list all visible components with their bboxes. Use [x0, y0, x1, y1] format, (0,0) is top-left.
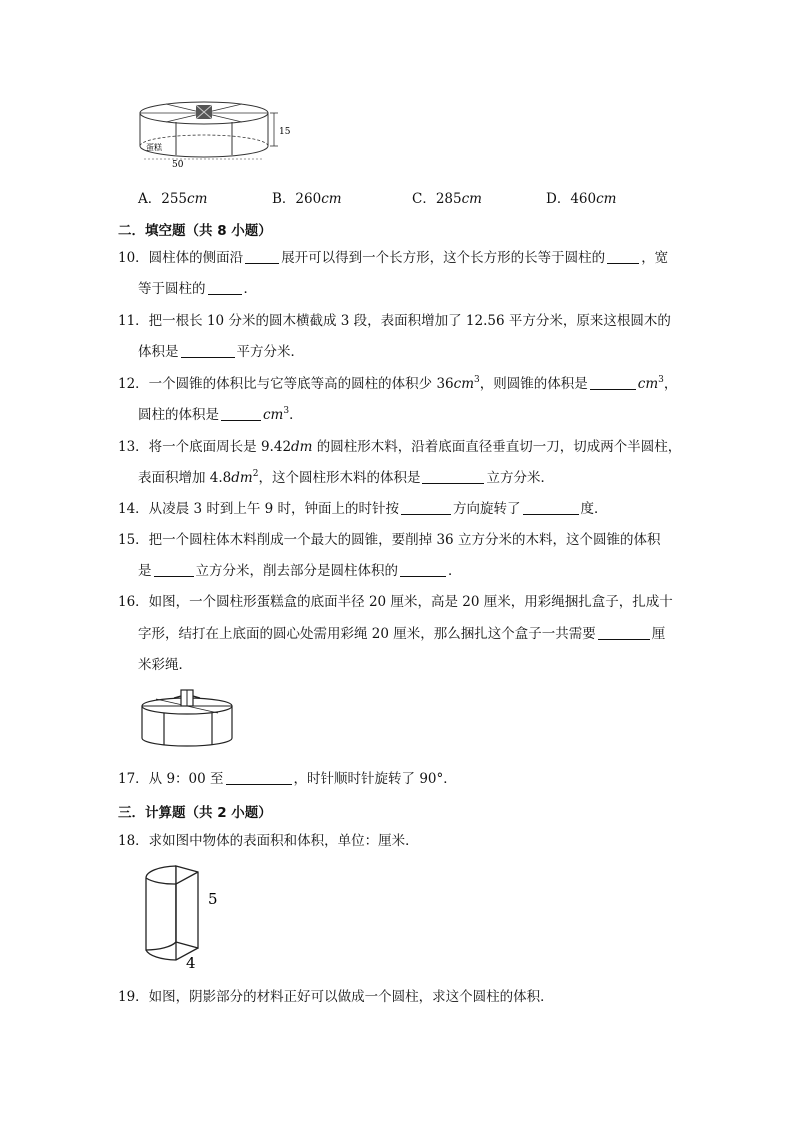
option-c: C．285cm: [412, 191, 482, 207]
width-label: 50: [172, 160, 184, 170]
width-label: 4: [186, 954, 196, 970]
option-a: A．255cm: [138, 191, 208, 207]
half-cylinder-figure: [136, 862, 236, 970]
question-16-line-3: 米彩绳．: [138, 657, 192, 673]
question-15-line-1: 15．把一个圆柱体木料削成一个最大的圆锥，要削掉 36 立方分米的木料，这个圆锥的体积: [118, 532, 661, 548]
height-label: 5: [208, 890, 218, 908]
question-13-line-2: 表面积增加 $4.8dm^2$，这个圆柱形木料的体积是 立方分米．: [138, 469, 554, 486]
question-16-line-2: 字形，结打在上底面的圆心处需用彩绳 20 厘米，那么捆扎这个盒子一共需要 厘: [138, 626, 666, 642]
question-15-line-2: 是 立方分米，削去部分是圆柱体积的 ．: [138, 563, 462, 579]
height-label: 15: [279, 127, 291, 137]
question-18: 18．求如图中物体的表面积和体积，单位：厘米．: [118, 833, 419, 849]
question-13-line-1: 13．将一个底面周长是 9.42dm 的圆柱形木料，沿着底面直径垂直切一刀，切成两个半圆柱，: [118, 439, 682, 455]
question-10-line-2: 等于圆柱的 ．: [138, 281, 257, 297]
section-heading-calculation: 三．计算题（共 2 小题）: [118, 805, 272, 821]
question-14: 14．从凌晨 3 时到上午 9 时，钟面上的时针按 方向旋转了 度．: [118, 501, 608, 517]
cake-label: 蛋糕: [146, 143, 162, 152]
option-d: D．460cm: [546, 191, 617, 207]
cake-box-dimension-figure: [136, 96, 292, 170]
question-12-line-1: 12．一个圆锥的体积比与它等底等高的圆柱的体积少 $36cm^3$，则圆锥的体积是 $cm^3$，: [118, 375, 678, 392]
question-19: 19．如图，阴影部分的材料正好可以做成一个圆柱，求这个圆柱的体积．: [118, 989, 554, 1005]
question-10-line-1: 10．圆柱体的侧面沿 展开可以得到一个长方形，这个长方形的长等于圆柱的 ，宽: [118, 250, 669, 266]
section-heading-fill-in: 二．填空题（共 8 小题）: [118, 223, 272, 239]
question-11-line-2: 体积是 平方分米．: [138, 344, 304, 360]
option-b: B．260cm: [272, 191, 342, 207]
cake-box-ribbon-figure: [136, 684, 240, 750]
question-17: 17．从 9：00 至 ，时针顺时针旋转了 90°．: [118, 771, 457, 787]
question-16-line-1: 16．如图，一个圆柱形蛋糕盒的底面半径 20 厘米，高是 20 厘米，用彩绳捆扎盒子，扎成十: [118, 594, 673, 610]
question-12-line-2: 圆柱的体积是 $cm^3$．: [138, 406, 303, 423]
question-11-line-1: 11．把一根长 10 分米的圆木横截成 3 段，表面积增加了 12.56 平方分米，原来这根圆木的: [118, 313, 671, 329]
